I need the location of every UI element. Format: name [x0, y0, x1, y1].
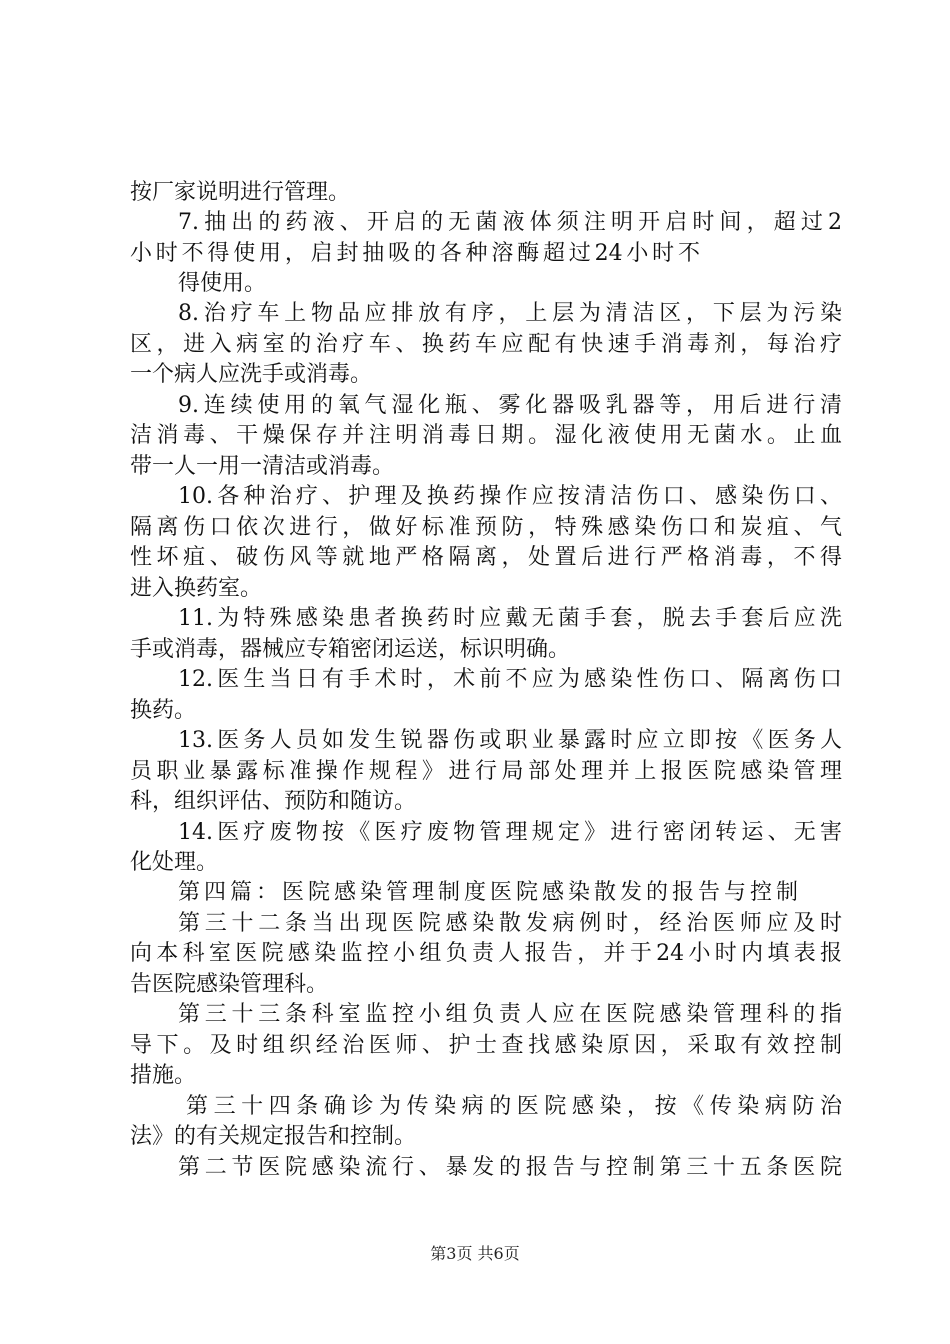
text-line: 区，进入病室的治疗车、换药车应配有快速手消毒剂，每治疗 [130, 332, 842, 357]
text-line: 换药。 [130, 698, 197, 723]
text-line: 化处理。 [130, 850, 219, 875]
text-line: 12.医生当日有手术时，术前不应为感染性伤口、隔离伤口 [178, 667, 842, 692]
text-line: 得使用。 [178, 271, 267, 296]
text-line: 隔离伤口依次进行，做好标准预防，特殊感染伤口和炭疽、气 [130, 515, 842, 540]
text-line: 11.为特殊感染患者换药时应戴无菌手套，脱去手套后应洗 [178, 606, 842, 631]
text-line: 第三十三条科室监控小组负责人应在医院感染管理科的指 [178, 1002, 842, 1027]
text-line: 小时不得使用，启封抽吸的各种溶酶超过24小时不 [130, 241, 700, 266]
text-line: 第三十二条当出现医院感染散发病例时，经治医师应及时 [178, 911, 842, 936]
text-line: 一个病人应洗手或消毒。 [130, 362, 373, 387]
text-line: 手或消毒，器械应专箱密闭运送，标识明确。 [130, 637, 571, 662]
text-line: 13.医务人员如发生锐器伤或职业暴露时应立即按《医务人 [178, 728, 842, 753]
text-line: 9.连续使用的氧气湿化瓶、雾化器吸乳器等，用后进行清 [178, 393, 842, 418]
text-line: 导下。及时组织经治医师、护士查找感染原因，采取有效控制 [130, 1033, 842, 1058]
section-heading: 第四篇：医院感染管理制度医院感染散发的报告与控制 [178, 880, 798, 905]
text-line: 第二节医院感染流行、暴发的报告与控制第三十五条医院 [178, 1155, 842, 1180]
text-line: 8.治疗车上物品应排放有序，上层为清洁区，下层为污染 [178, 301, 842, 326]
text-line: 14.医疗废物按《医疗废物管理规定》进行密闭转运、无害 [178, 820, 842, 845]
text-line: 措施。 [130, 1063, 197, 1088]
text-line: 7.抽出的药液、开启的无菌液体须注明开启时间，超过2 [178, 210, 842, 235]
text-line: 洁消毒、干燥保存并注明消毒日期。湿化液使用无菌水。止血 [130, 423, 842, 448]
text-line: 科，组织评估、预防和随访。 [130, 789, 417, 814]
text-line: 向本科室医院感染监控小组负责人报告，并于24小时内填表报 [130, 941, 842, 966]
text-line: 第三十四条确诊为传染病的医院感染，按《传染病防治 [186, 1094, 842, 1119]
text-line: 员职业暴露标准操作规程》进行局部处理并上报医院感染管理 [130, 759, 842, 784]
text-line: 法》的有关规定报告和控制。 [130, 1124, 417, 1149]
text-line: 按厂家说明进行管理。 [130, 180, 351, 205]
text-line: 10.各种治疗、护理及换药操作应按清洁伤口、感染伤口、 [178, 484, 842, 509]
text-line: 性坏疽、破伤风等就地严格隔离，处置后进行严格消毒，不得 [130, 545, 842, 570]
page-number: 第3页 共6页 [430, 1244, 520, 1263]
text-line: 进入换药室。 [130, 576, 263, 601]
text-line: 带一人一用一清洁或消毒。 [130, 454, 395, 479]
text-line: 告医院感染管理科。 [130, 972, 329, 997]
